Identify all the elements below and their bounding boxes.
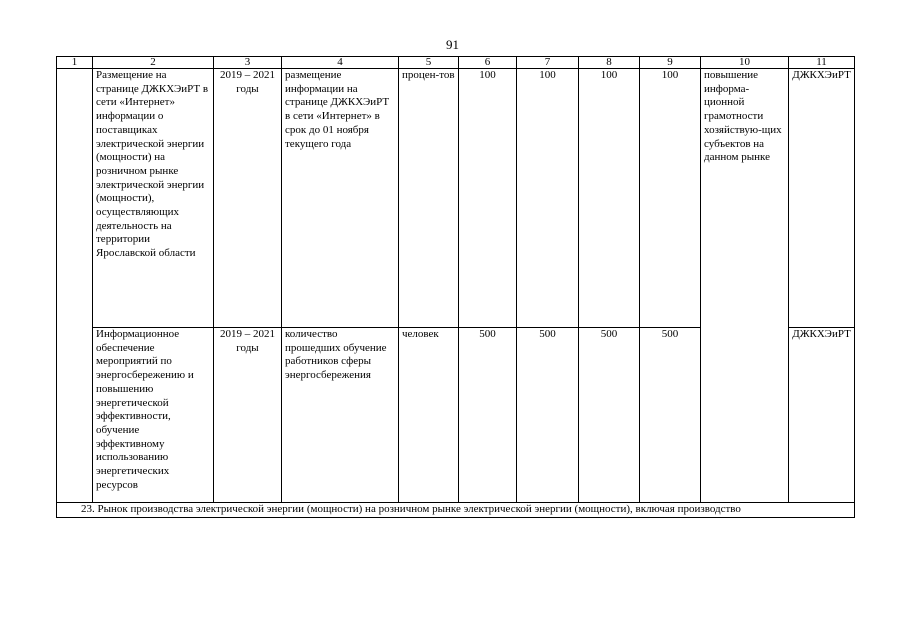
section-row bbox=[57, 503, 855, 518]
value-cell: 500 bbox=[459, 328, 517, 503]
column-number: 1 bbox=[57, 57, 93, 69]
column-number: 4 bbox=[282, 57, 399, 69]
column-number: 3 bbox=[214, 57, 282, 69]
column-number: 6 bbox=[459, 57, 517, 69]
column-number: 9 bbox=[640, 57, 701, 69]
column-number: 7 bbox=[517, 57, 579, 69]
column-number: 11 bbox=[789, 57, 855, 69]
value-cell: 100 bbox=[640, 69, 701, 328]
column-number-row bbox=[57, 57, 855, 69]
value-cell: 100 bbox=[517, 69, 579, 328]
unit-cell: процен-тов bbox=[399, 69, 459, 328]
table-row bbox=[57, 69, 855, 328]
value-cell: 500 bbox=[579, 328, 640, 503]
responsible-cell: ДЖКХЭиРТ bbox=[789, 328, 855, 503]
page-number: 91 bbox=[446, 37, 459, 52]
section-title: 23. Рынок производства электрической энергии (мощности) на розничном рынке электрической энергии (мощности), включая производство bbox=[57, 503, 855, 518]
period-cell: 2019 – 2021 годы bbox=[214, 328, 282, 503]
value-cell: 100 bbox=[579, 69, 640, 328]
column-number: 8 bbox=[579, 57, 640, 69]
column-number: 10 bbox=[701, 57, 789, 69]
result-cell: повышение информа-ционной грамотности хозяйствую-щих субъектов на данном рынке bbox=[701, 69, 789, 503]
column-number: 5 bbox=[399, 57, 459, 69]
indicator-cell: размещение информации на странице ДЖКХЭиРТ в сети «Интернет» в срок до 01 ноября текущего года bbox=[282, 69, 399, 328]
measure-name-cell: Информационное обеспечение мероприятий по энергосбережению и повышению энергетической эффективности, обучение эффективному использованию энергетических ресурсов bbox=[93, 328, 214, 503]
value-cell: 500 bbox=[640, 328, 701, 503]
period-cell: 2019 – 2021 годы bbox=[214, 69, 282, 328]
row-number-cell bbox=[57, 69, 93, 503]
indicator-cell: количество прошедших обучение работников сферы энергосбережения bbox=[282, 328, 399, 503]
responsible-cell: ДЖКХЭиРТ bbox=[789, 69, 855, 328]
value-cell: 500 bbox=[517, 328, 579, 503]
column-number: 2 bbox=[93, 57, 214, 69]
measures-table bbox=[56, 56, 855, 518]
measure-name-cell: Размещение на странице ДЖКХЭиРТ в сети «Интернет» информации о поставщиках электрической энергии (мощности) на розничном рынке электрической энергии (мощности), осуществляющих деятельность на территории Ярославской области bbox=[93, 69, 214, 328]
value-cell: 100 bbox=[459, 69, 517, 328]
unit-cell: человек bbox=[399, 328, 459, 503]
